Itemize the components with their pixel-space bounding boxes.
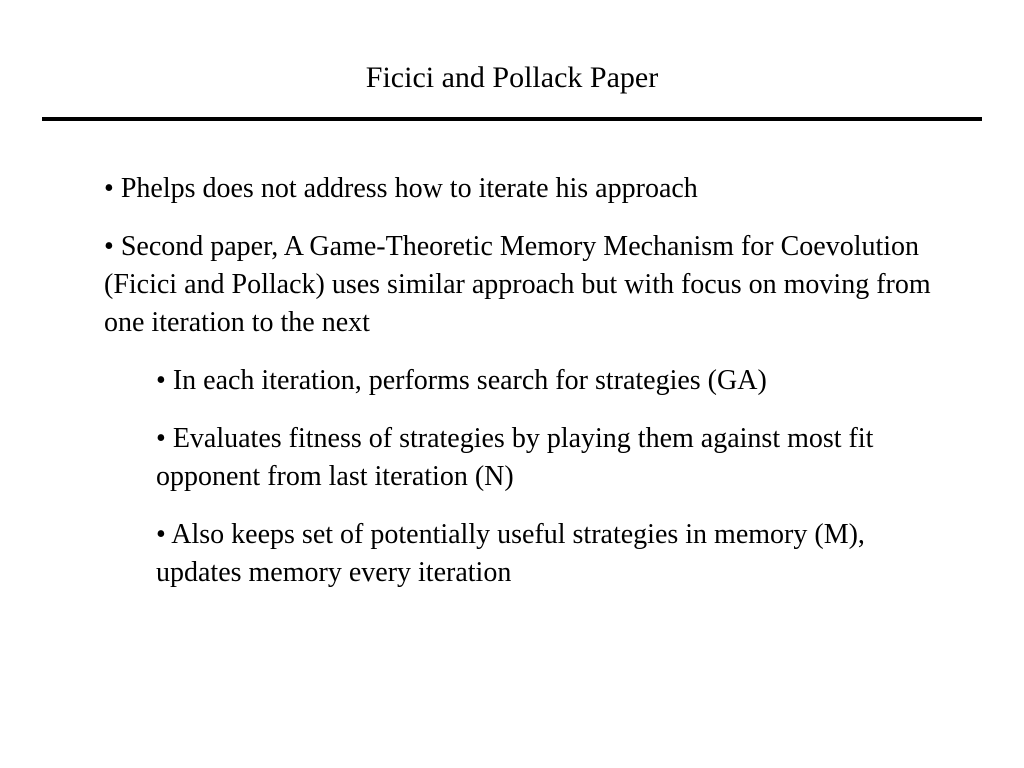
bullet-text: Phelps does not address how to iterate his approach [120, 173, 698, 204]
sub-bullet-item [156, 516, 954, 592]
slide-title: Ficici and Pollack Paper [365, 61, 659, 94]
bullet-text: Also keeps set of potentially useful strategies in memory (M), updates memory every iteration [156, 519, 865, 588]
bullet-item [104, 170, 954, 208]
bullet-text: Evaluates fitness of strategies by playing them against most fit opponent from last iteration (N) [156, 423, 874, 492]
bullet-glyph: • [104, 231, 114, 262]
title-divider [42, 117, 982, 121]
bullet-text: Second paper, A Game-Theoretic Memory Mechanism for Coevolution (Ficici and Pollack) uses similar approach but with focus on moving from one iteration to the next [104, 231, 931, 338]
bullet-item [104, 228, 954, 342]
bullet-glyph: • [156, 423, 166, 454]
bullet-text: In each iteration, performs search for strategies (GA) [172, 365, 767, 396]
bullet-glyph: • [156, 365, 166, 396]
bullet-glyph: • [156, 519, 166, 550]
bullet-list [104, 170, 954, 612]
bullet-glyph: • [104, 173, 114, 204]
sub-bullet-item [156, 420, 954, 496]
sub-bullet-item [156, 362, 954, 400]
